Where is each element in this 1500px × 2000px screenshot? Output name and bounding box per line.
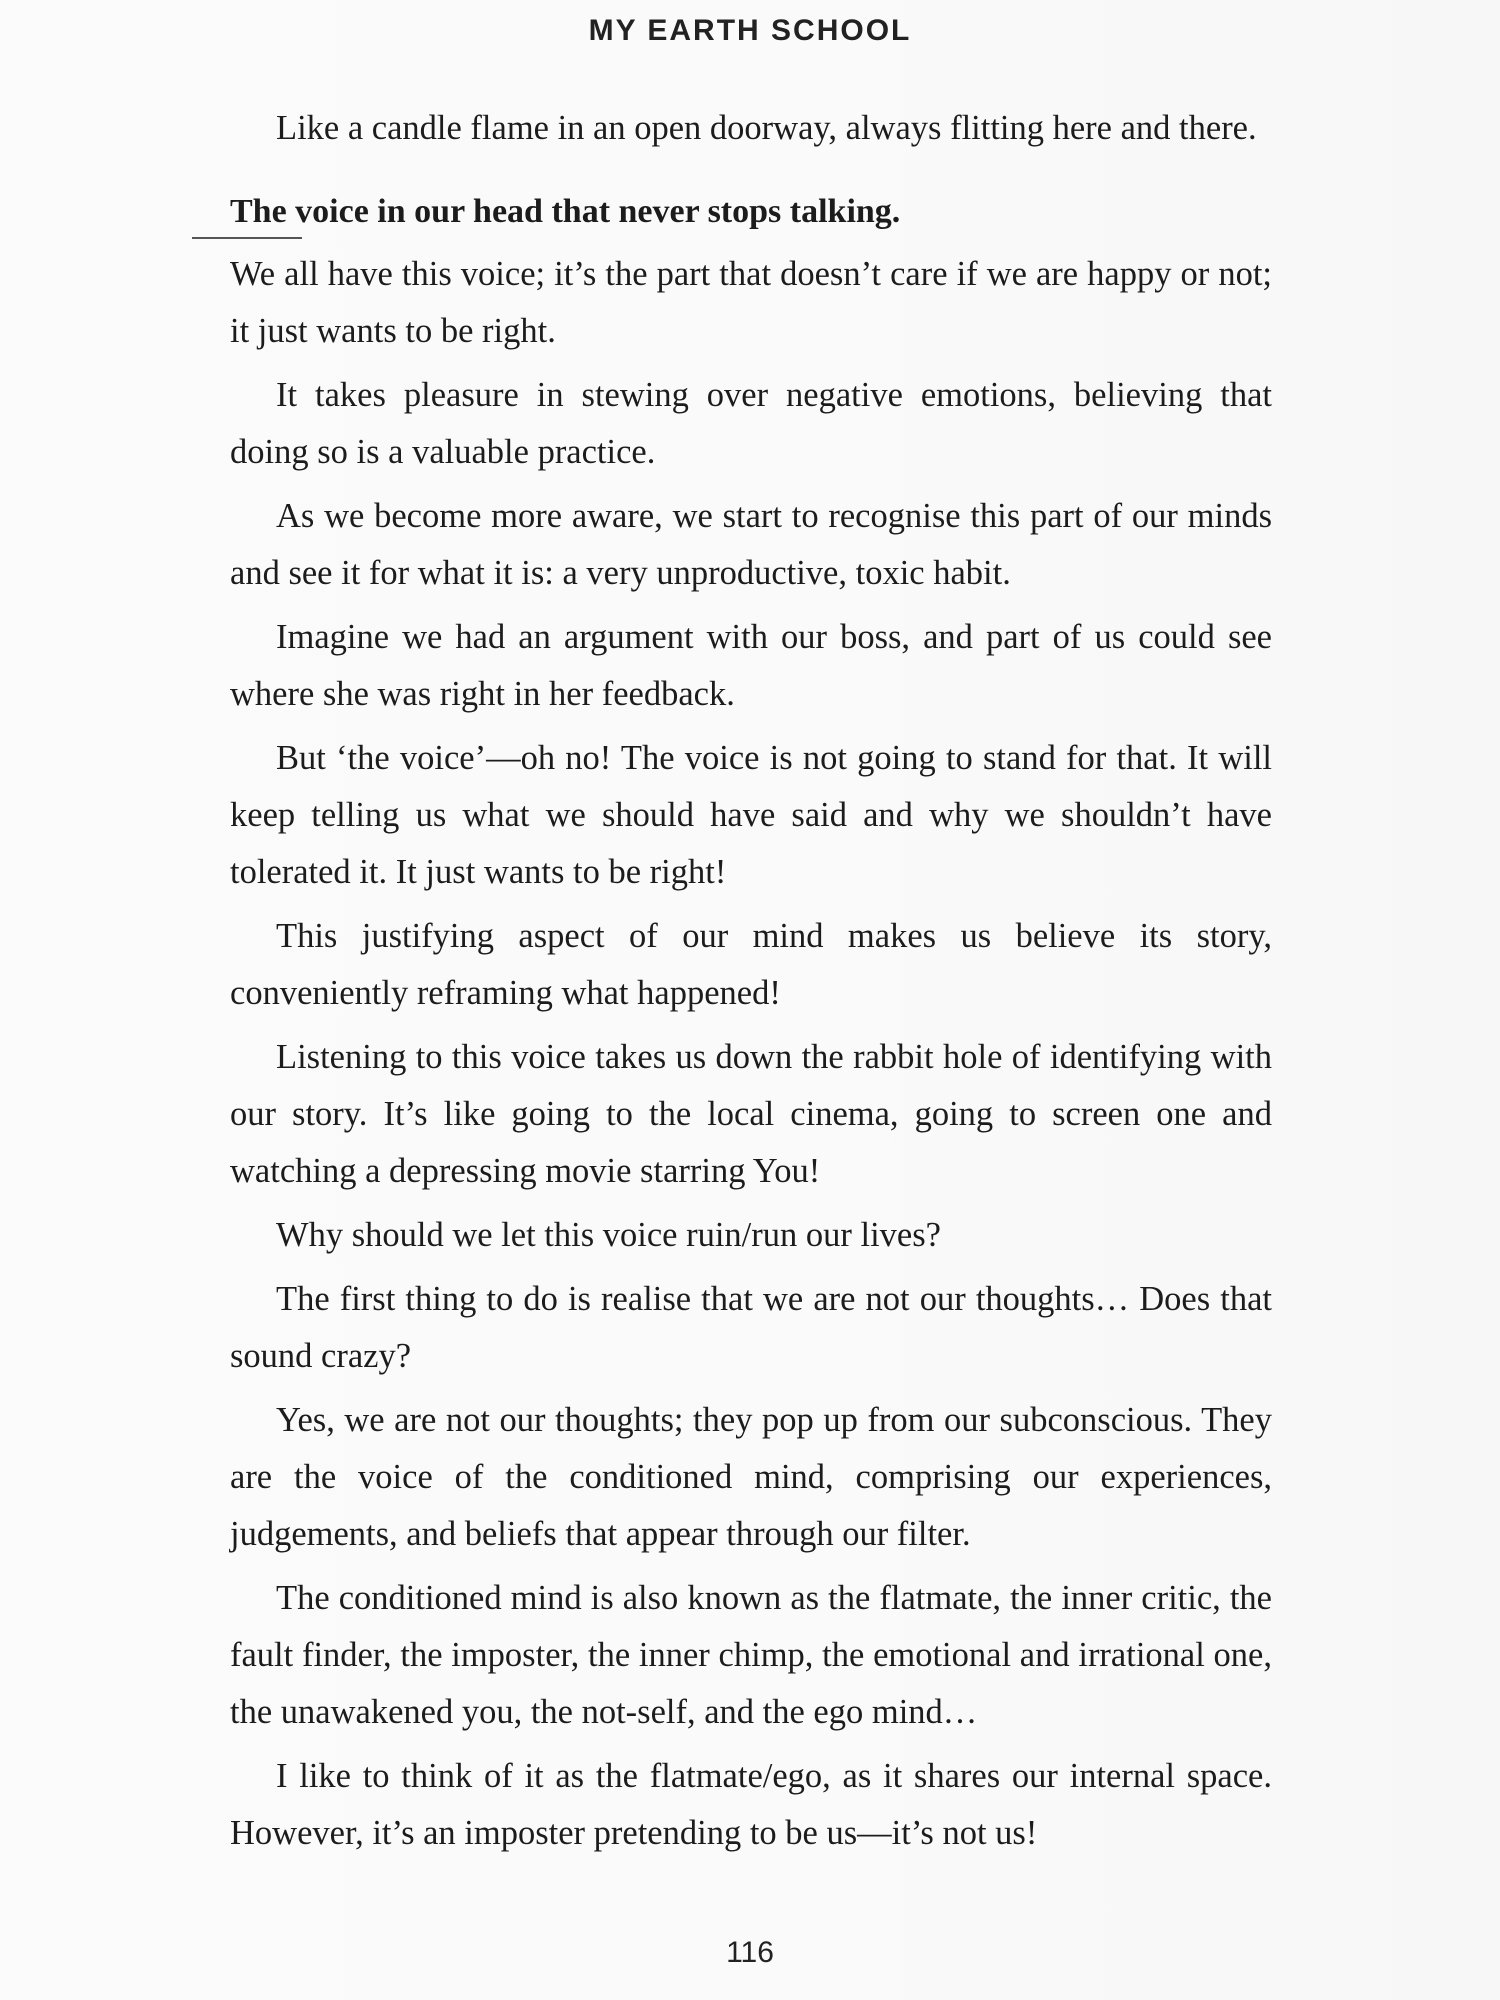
paragraph: Like a candle flame in an open doorway, always flitting here and there. — [276, 109, 1257, 147]
paragraph: Imagine we had an argument with our boss, and part of us could see where she was right in her feedback. — [230, 618, 1272, 713]
paragraph: It takes pleasure in stewing over negative emotions, believing that doing so is a valuable practice. — [230, 376, 1272, 471]
section-heading-text: The voice in our head that never stops talking. — [230, 193, 901, 230]
paragraph: As we become more aware, we start to recognise this part of our minds and see it for what it is: a very unproductive, toxic habit. — [230, 497, 1272, 592]
paragraph: The conditioned mind is also known as the flatmate, the inner critic, the fault finder, the imposter, the inner chimp, the emotional and irrational one, the unawakened you, the not-self, and the ego mind… — [230, 1579, 1272, 1731]
paragraph: This justifying aspect of our mind makes us believe its story, conveniently reframing what happened! — [230, 917, 1272, 1012]
running-head: MY EARTH SCHOOL — [588, 14, 912, 47]
paragraph: Yes, we are not our thoughts; they pop up from our subconscious. They are the voice of the conditioned mind, comprising our experiences, judgements, and beliefs that appear through our filter. — [230, 1401, 1272, 1553]
section-heading — [230, 183, 1272, 240]
paragraph: But ‘the voice’—oh no! The voice is not going to stand for that. It will keep telling us what we should have said and why we shouldn’t have tolerated it. It just wants to be right! — [230, 739, 1272, 891]
paragraph: The first thing to do is realise that we are not our thoughts… Does that sound crazy? — [230, 1280, 1272, 1375]
paragraph: I like to think of it as the flatmate/ego, as it shares our internal space. However, it’s an imposter pretending to be us—it’s not us! — [230, 1757, 1272, 1852]
paragraph: Listening to this voice takes us down the rabbit hole of identifying with our story. It’s like going to the local cinema, going to screen one and watching a depressing movie starring You! — [230, 1038, 1272, 1190]
body-text — [230, 100, 1272, 1869]
page-number: 116 — [726, 1936, 774, 1969]
paragraph: We all have this voice; it’s the part that doesn’t care if we are happy or not; it just wants to be right. — [230, 255, 1272, 350]
paragraph: Why should we let this voice ruin/run our lives? — [276, 1216, 941, 1254]
heading-underline — [192, 237, 302, 239]
